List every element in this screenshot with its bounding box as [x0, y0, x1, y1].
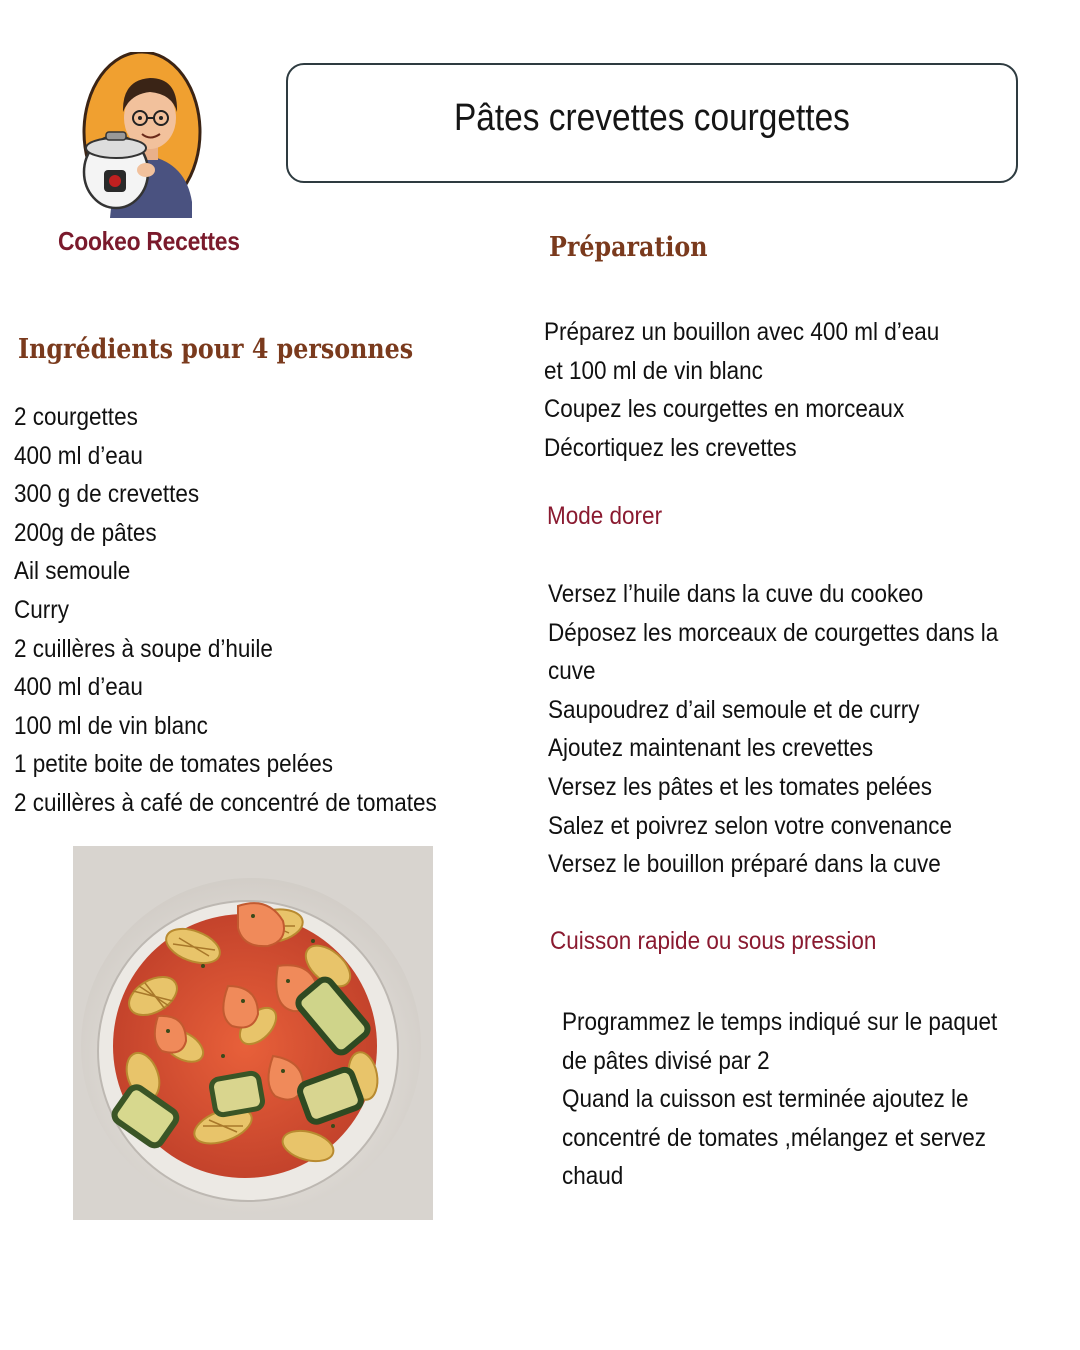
ingredient-item: 400 ml d’eau — [14, 673, 143, 702]
chef-with-cookeo-icon — [80, 52, 204, 218]
cuisson-line: Programmez le temps indiqué sur le paquet — [562, 1008, 998, 1036]
mode-dorer-line: Versez le bouillon préparé dans la cuve — [548, 850, 941, 879]
cuisson-line: Quand la cuisson est terminée ajoutez le — [562, 1085, 969, 1114]
mode-dorer-line: Ajoutez maintenant les crevettes — [548, 734, 874, 763]
mode-dorer-line: Déposez les morceaux de courgettes dans la — [548, 618, 999, 647]
mode-dorer-line: cuve — [548, 657, 596, 686]
preparation-line: et 100 ml de vin blanc — [544, 356, 763, 385]
ingredient-item: 300 g de crevettes — [14, 480, 200, 509]
preparation-line: Coupez les courgettes en morceaux — [544, 395, 905, 424]
preparation-steps — [544, 313, 983, 467]
ingredient-item: 400 ml d’eau — [14, 441, 143, 470]
cuisson-line: chaud — [562, 1162, 624, 1191]
cuisson-heading: Cuisson rapide ou sous pression — [550, 927, 877, 955]
mode-dorer-line: Saupoudrez d’ail semoule et de curry — [548, 695, 920, 724]
mode-dorer-line: Versez les pâtes et les tomates pelées — [548, 772, 932, 801]
ingredient-item: Ail semoule — [14, 557, 131, 586]
mode-dorer-line: Salez et poivrez selon votre convenance — [548, 811, 953, 840]
mode-dorer-line: Versez l’huile dans la cuve du cookeo — [548, 580, 924, 608]
recipe-title: Pâtes crevettes courgettes — [454, 96, 850, 139]
preparation-line: Décortiquez les crevettes — [544, 433, 797, 462]
preparation-line: Préparez un bouillon avec 400 ml d’eau — [544, 318, 940, 346]
mode-dorer-heading: Mode dorer — [547, 502, 663, 530]
cuisson-line: concentré de tomates ,mélangez et servez — [562, 1123, 986, 1152]
cuisson-steps — [562, 1003, 1046, 1196]
mode-dorer-steps — [548, 575, 1048, 884]
ingredient-item: 200g de pâtes — [14, 518, 157, 547]
ingredients-heading: Ingrédients pour 4 personnes — [18, 334, 414, 365]
cuisson-line: de pâtes divisé par 2 — [562, 1046, 770, 1075]
ingredient-item: 2 cuillères à soupe d’huile — [14, 634, 273, 663]
ingredient-item: 1 petite boite de tomates pelées — [14, 750, 333, 779]
ingredient-item: 2 courgettes — [14, 403, 138, 431]
ingredients-list — [14, 398, 484, 823]
ingredient-item: 100 ml de vin blanc — [14, 711, 208, 740]
brand-name: Cookeo Recettes — [58, 226, 240, 256]
preparation-heading: Préparation — [549, 232, 708, 263]
pasta-shrimp-dish-photo — [73, 846, 433, 1220]
ingredient-item: 2 cuillères à café de concentré de tomates — [14, 788, 437, 817]
ingredient-item: Curry — [14, 595, 69, 624]
title-box — [286, 63, 1018, 183]
